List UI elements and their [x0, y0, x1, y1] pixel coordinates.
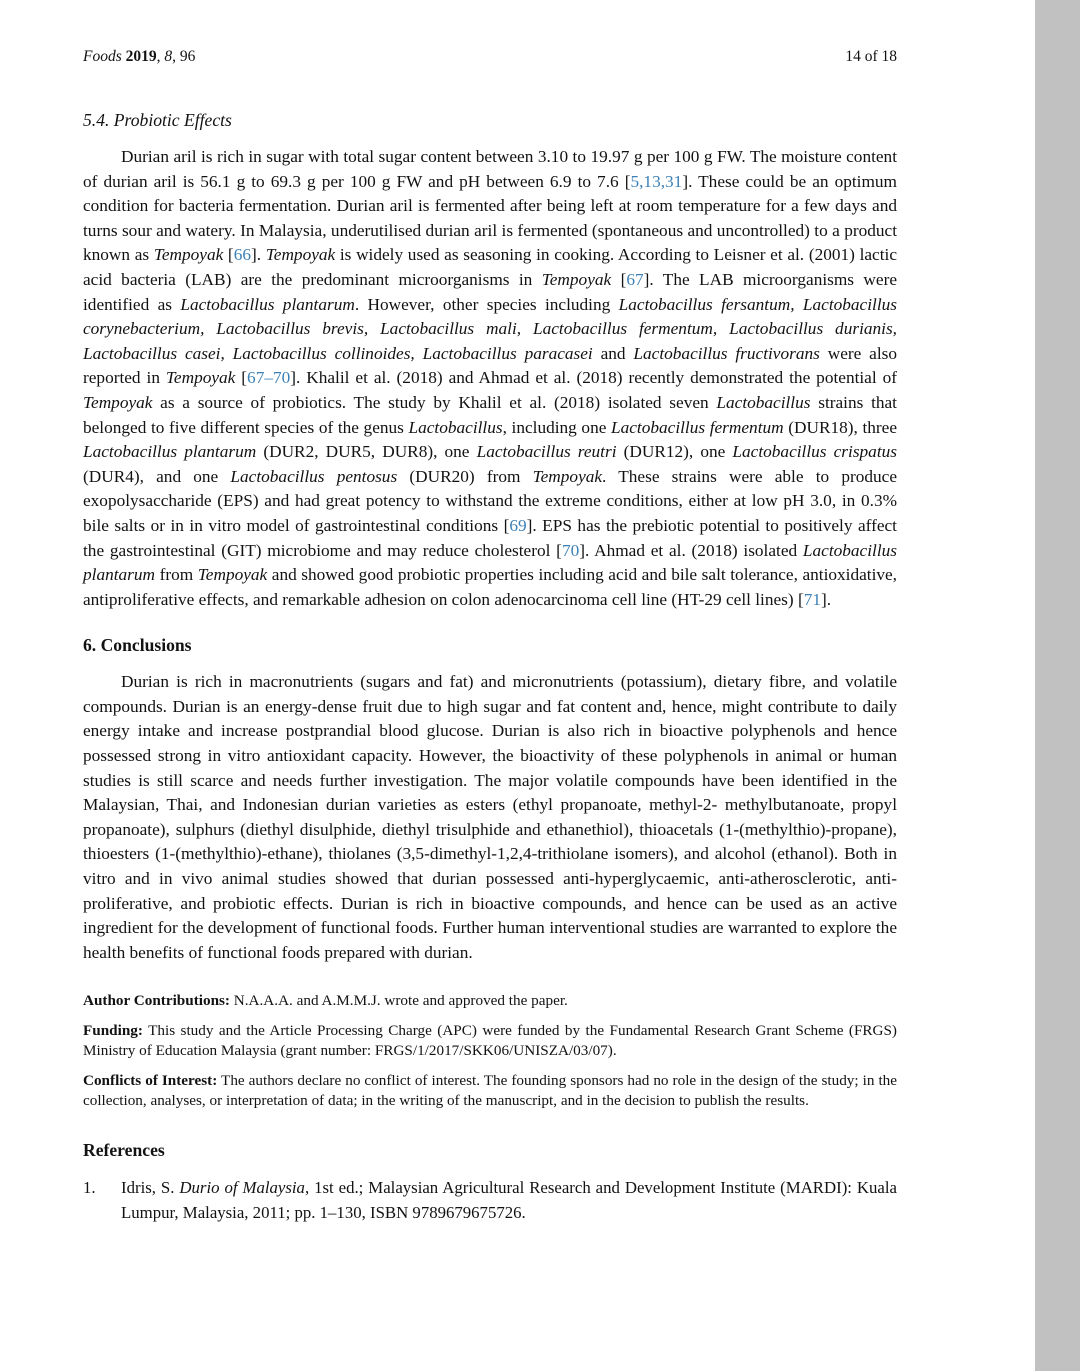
italic-text: Tempoyak [197, 565, 268, 585]
italic-text: Tempoyak [541, 269, 612, 289]
italic-text: Lactobacillus [408, 417, 503, 437]
italic-text: Lactobacillus fermentum [611, 417, 784, 437]
section-6-heading: 6. Conclusions [83, 635, 192, 656]
italic-text: 8 [164, 48, 173, 65]
italic-text: Tempoyak [153, 245, 224, 265]
italic-text: Lactobacillus pentosus [230, 466, 398, 486]
italic-text: Lactobacillus fersantum, Lactobacillus corynebacterium, Lactobacillus brevis, Lactobacillus mali, Lactobacillus fermentum, Lactobacillus durianis, Lactobacillus casei, Lactobacillus collinoides, Lactobacillus paracasei [83, 294, 897, 363]
bold-label: Funding: [83, 1021, 143, 1039]
italic-text: Lactobacillus plantarum [180, 294, 355, 314]
viewer-background-strip [1035, 0, 1080, 1371]
italic-text: Durio of Malaysia [179, 1177, 305, 1197]
conclusions-paragraph: Durian is rich in macronutrients (sugars and fat) and micronutrients (potassium), dietary fibre, and volatile compounds. Durian is an energy-dense fruit due to high sugar and fat content and, hence, might contribute to daily energy intake and increase postprandial blood glucose. Durian is also rich in bioactive polyphenols and hence possessed strong in vitro antioxidant capacity. However, the bioactivity of these polyphenols in animal or human studies is still scarce and needs further investigation. The major volatile compounds have been identified in the Malaysian, Thai, and Indonesian durian varieties as esters (ethyl propanoate, methyl-2- methylbutanoate, propyl propanoate), sulphurs (diethyl disulphide, diethyl trisulphide and ethanethiol), thioacetals (1-(methylthio)-propane), thioesters (1-(methylthio)-ethane), thiolanes (3,5-dimethyl-1,2,4-trithiolane isomers), and alcohol (ethanol). Both in vitro and in vivo animal studies showed that durian possessed anti-hyperglycaemic, anti-atherosclerotic, anti-proliferative, and probiotic effects. Durian is rich in bioactive compounds, and hence can be used as an active ingredient for the development of functional foods. Further human interventional studies are warranted to explore the health benefits of functional foods prepared with durian. [83, 672, 897, 962]
reference-item [83, 1175, 897, 1225]
author-contributions-note: Author Contributions: N.A.A.A. and A.M.M.J. wrote and approved the paper. [83, 992, 568, 1010]
italic-text: Lactobacillus plantarum [83, 540, 897, 585]
bold-label: Conflicts of Interest: [83, 1071, 218, 1089]
italic-text: Tempoyak [83, 392, 153, 412]
italic-text: Tempoyak [265, 245, 336, 265]
italic-text: Lactobacillus reutri [476, 442, 617, 462]
italic-text: Tempoyak [532, 466, 603, 486]
section-5-4-heading: 5.4. Probiotic Effects [83, 110, 232, 130]
reference-number: 1. [83, 1177, 96, 1197]
bold-label: Author Contributions: [83, 992, 230, 1010]
citation-link[interactable]: 70 [561, 540, 580, 560]
references-heading: References [83, 1139, 165, 1160]
conflicts-of-interest-note: Conflicts of Interest: The authors declare no conflict of interest. The founding sponsors had no role in the design of the study; in the collection, analyses, or interpretation of data; in the writing of the manuscript, and in the decision to publish the results. [83, 1071, 897, 1110]
journal-citation: Foods 2019, 8, 96 [83, 48, 196, 65]
running-header [83, 0, 897, 66]
citation-link[interactable]: 5,13,31 [630, 171, 683, 191]
reference-list [83, 1175, 897, 1225]
italic-text: Lactobacillus [716, 392, 811, 412]
italic-text: Lactobacillus fructivorans [633, 343, 820, 363]
italic-text: Lactobacillus plantarum [83, 442, 257, 462]
page-content [83, 0, 897, 1225]
italic-text: Tempoyak [165, 368, 236, 388]
citation-link[interactable]: 71 [803, 589, 821, 609]
reference-text: Idris, S. Durio of Malaysia, 1st ed.; Malaysian Agricultural Research and Development Institute (MARDI): Kuala Lumpur, Malaysia, 2011; pp. 1–130, ISBN 9789679675726. [121, 1177, 897, 1222]
citation-link[interactable]: 69 [509, 515, 527, 535]
italic-text: Foods [83, 48, 126, 65]
citation-link[interactable]: 67–70 [247, 368, 291, 388]
citation-link[interactable]: 67 [626, 269, 644, 289]
italic-text: Lactobacillus crispatus [732, 442, 897, 462]
citation-link[interactable]: 66 [233, 245, 251, 265]
bold-label: 2019 [125, 48, 157, 65]
funding-note: Funding: This study and the Article Processing Charge (APC) were funded by the Fundamental Research Grant Scheme (FRGS) Ministry of Education Malaysia (grant number: FRGS/1/2017/SKK06/UNISZA/03/07). [83, 1021, 897, 1060]
backmatter-notes [83, 991, 897, 1112]
probiotic-effects-paragraph: Durian aril is rich in sugar with total sugar content between 3.10 to 19.97 g per 100 g FW. The moisture content of durian aril is 56.1 g to 69.3 g per 100 g FW and pH between 6.9 to 7.6 [5,13,31]. These could be an optimum condition for bacteria fermentation. Durian aril is fermented after being left at room temperature for a few days and turns sour and watery. In Malaysia, underutilised durian aril is fermented (spontaneous and uncontrolled) to a product known as Tempoyak [66]. Tempoyak is widely used as seasoning in cooking. According to Leisner et al. (2001) lactic acid bacteria (LAB) are the predominant microorganisms in Tempoyak [67]. The LAB microorganisms were identified as Lactobacillus plantarum. However, other species including Lactobacillus fersantum, Lactobacillus corynebacterium, Lactobacillus brevis, Lactobacillus mali, Lactobacillus fermentum, Lactobacillus durianis, Lactobacillus casei, Lactobacillus collinoides, Lactobacillus paracasei and Lactobacillus fructivorans were also reported in Tempoyak [67–70]. Khalil et al. (2018) and Ahmad et al. (2018) recently demonstrated the potential of Tempoyak as a source of probiotics. The study by Khalil et al. (2018) isolated seven Lactobacillus strains that belonged to five different species of the genus Lactobacillus, including one Lactobacillus fermentum (DUR18), three Lactobacillus plantarum (DUR2, DUR5, DUR8), one Lactobacillus reutri (DUR12), one Lactobacillus crispatus (DUR4), and one Lactobacillus pentosus (DUR20) from Tempoyak. These strains were able to produce exopolysaccharide (EPS) and had great potency to withstand the extreme conditions, either at low pH 3.0, in 0.3% bile salts or in in vitro model of gastrointestinal conditions [69]. EPS has the prebiotic potential to positively affect the gastrointestinal (GIT) microbiome and may reduce cholesterol [70]. Ahmad et al. (2018) isolated Lactobacillus plantarum from Tempoyak and showed good probiotic properties including acid and bile salt tolerance, antioxidative, antiproliferative effects, and remarkable adhesion on colon adenocarcinoma cell line (HT-29 cell lines) [71]. [83, 147, 898, 609]
page-number: 14 of 18 [845, 48, 897, 65]
